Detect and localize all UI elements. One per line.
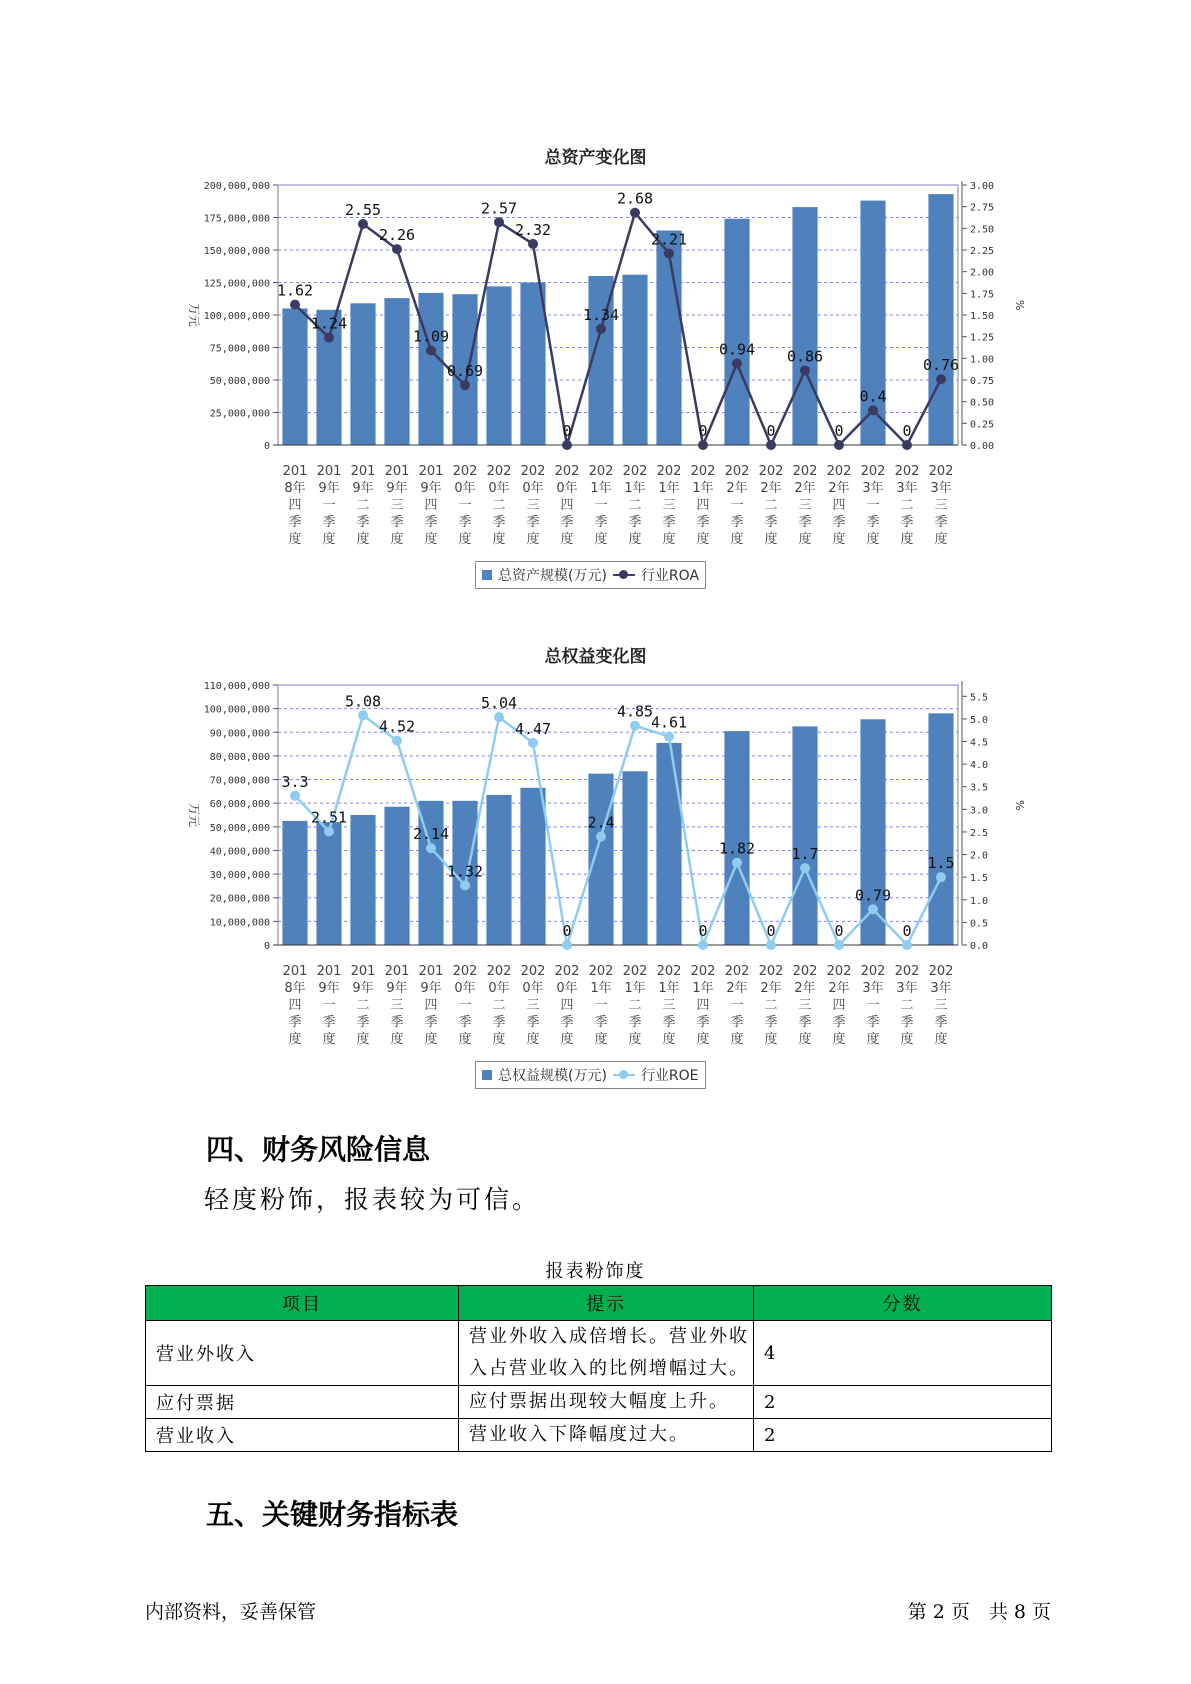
y-tick-label: 50,000,000 bbox=[209, 822, 270, 834]
line-point bbox=[630, 208, 640, 218]
line-point bbox=[698, 940, 708, 950]
bar bbox=[350, 303, 375, 445]
y2-tick-label: 1.0 bbox=[970, 895, 989, 907]
line-point bbox=[766, 940, 776, 950]
y-tick-label: 175,000,000 bbox=[203, 213, 270, 225]
footer-page-number: 第 2 页 共 8 页 bbox=[907, 1601, 1051, 1623]
x-tick-label: 202 3年二季度 bbox=[894, 964, 920, 1047]
bar bbox=[724, 731, 749, 945]
y-tick-label: 25,000,000 bbox=[209, 408, 270, 420]
data-label: 2.21 bbox=[650, 230, 688, 249]
x-tick-label: 202 1年三季度 bbox=[656, 964, 682, 1047]
chart-legend bbox=[475, 1061, 706, 1089]
x-tick-label: 201 9年一季度 bbox=[316, 964, 342, 1047]
line-point bbox=[834, 440, 844, 450]
y-tick-label: 125,000,000 bbox=[203, 278, 270, 290]
y2-tick-label: 1.50 bbox=[970, 311, 995, 322]
y-tick-label: 90,000,000 bbox=[209, 728, 270, 740]
x-tick-label: 202 1年四季度 bbox=[690, 464, 716, 547]
line-point bbox=[902, 940, 912, 950]
y-tick-label: 150,000,000 bbox=[203, 246, 270, 257]
risk-summary: 轻度粉饰，报表较为可信。 bbox=[204, 1185, 541, 1214]
bar bbox=[350, 815, 375, 945]
y-tick-label: 0 bbox=[263, 941, 270, 952]
bar bbox=[384, 298, 409, 445]
y-axis-label: 万元 bbox=[187, 802, 201, 828]
legend-label: 行业ROE bbox=[640, 1068, 699, 1084]
y2-axis-label: % bbox=[1013, 800, 1026, 811]
line-point bbox=[732, 359, 742, 369]
bar bbox=[520, 788, 545, 945]
line-point bbox=[664, 248, 674, 258]
y2-tick-label: 2.0 bbox=[970, 850, 989, 862]
table-row bbox=[146, 1321, 1052, 1386]
y-tick-label: 70,000,000 bbox=[209, 775, 270, 787]
x-tick-label: 201 9年四季度 bbox=[418, 964, 444, 1047]
line-point bbox=[460, 880, 470, 890]
y2-tick-label: 2.00 bbox=[970, 267, 995, 279]
data-label: 4.85 bbox=[616, 702, 654, 721]
line-point bbox=[800, 863, 810, 873]
y2-tick-label: 1.75 bbox=[970, 289, 995, 301]
data-label: 0 bbox=[766, 922, 776, 940]
y2-tick-label: 4.5 bbox=[970, 737, 989, 749]
table-row bbox=[146, 1386, 1052, 1419]
y2-tick-label: 0.00 bbox=[970, 441, 995, 452]
data-label: 1.34 bbox=[582, 305, 620, 324]
data-label: 0.76 bbox=[922, 356, 960, 375]
y2-tick-label: 0.25 bbox=[970, 419, 995, 431]
x-tick-label: 202 0年三季度 bbox=[520, 964, 546, 1047]
bar bbox=[928, 194, 953, 445]
y2-tick-label: 0.50 bbox=[970, 397, 995, 409]
table-cell: 营业外收入 bbox=[146, 1321, 459, 1386]
line-point bbox=[290, 791, 300, 801]
line-point bbox=[528, 239, 538, 249]
data-label: 1.5 bbox=[927, 854, 955, 873]
bar-series-swatch bbox=[482, 570, 492, 580]
bar bbox=[384, 807, 409, 945]
table-cell: 2 bbox=[754, 1386, 1052, 1419]
line-point bbox=[800, 365, 810, 375]
x-tick-label: 202 2年一季度 bbox=[724, 464, 750, 547]
x-tick-label: 202 2年四季度 bbox=[826, 464, 852, 547]
section-heading: 五、关键财务指标表 bbox=[206, 1498, 459, 1531]
bar bbox=[418, 293, 443, 445]
line-point bbox=[936, 374, 946, 384]
y2-tick-label: 5.5 bbox=[970, 692, 989, 704]
bar bbox=[282, 309, 307, 446]
x-tick-label: 202 2年一季度 bbox=[724, 964, 750, 1047]
x-tick-label: 202 3年一季度 bbox=[860, 464, 886, 547]
y-tick-label: 200,000,000 bbox=[203, 181, 270, 192]
data-label: 0 bbox=[834, 922, 844, 940]
data-label: 2.51 bbox=[310, 808, 348, 827]
table-cell: 营业收入下降幅度过大。 bbox=[459, 1419, 754, 1452]
x-tick-label: 202 0年四季度 bbox=[554, 464, 580, 547]
data-label: 4.47 bbox=[514, 719, 552, 738]
section-heading: 四、财务风险信息 bbox=[206, 1133, 431, 1166]
bar bbox=[622, 275, 647, 445]
line-point bbox=[834, 940, 844, 950]
x-tick-label: 202 2年二季度 bbox=[758, 964, 784, 1047]
y-tick-label: 50,000,000 bbox=[209, 376, 270, 387]
table-cell: 4 bbox=[754, 1321, 1052, 1386]
x-tick-label: 202 0年二季度 bbox=[486, 964, 512, 1047]
data-label: 0.69 bbox=[446, 362, 484, 381]
x-tick-label: 202 0年四季度 bbox=[554, 964, 580, 1047]
data-label: 2.4 bbox=[587, 813, 615, 832]
table-row bbox=[146, 1419, 1052, 1452]
line-point bbox=[630, 721, 640, 731]
x-tick-label: 202 1年二季度 bbox=[622, 464, 648, 547]
total-assets-chart bbox=[0, 175, 1191, 595]
x-tick-label: 201 8年四季度 bbox=[282, 464, 308, 547]
x-tick-label: 202 2年二季度 bbox=[758, 464, 784, 547]
y2-tick-label: 0.5 bbox=[970, 918, 989, 930]
x-tick-label: 202 1年三季度 bbox=[656, 464, 682, 547]
y2-tick-label: 1.25 bbox=[970, 332, 995, 344]
table-caption: 报表粉饰度 bbox=[545, 1261, 646, 1282]
x-tick-label: 202 0年一季度 bbox=[452, 464, 478, 547]
x-tick-label: 202 2年三季度 bbox=[792, 464, 818, 547]
data-label: 5.04 bbox=[480, 694, 518, 713]
column-header: 项目 bbox=[146, 1286, 459, 1321]
x-tick-label: 202 1年四季度 bbox=[690, 964, 716, 1047]
data-label: 1.24 bbox=[310, 314, 348, 333]
x-tick-label: 202 1年一季度 bbox=[588, 964, 614, 1047]
data-label: 4.52 bbox=[378, 717, 416, 736]
data-label: 1.7 bbox=[791, 845, 819, 864]
y-tick-label: 10,000,000 bbox=[209, 917, 270, 929]
bar bbox=[282, 821, 307, 945]
line-point bbox=[902, 440, 912, 450]
x-tick-label: 202 2年四季度 bbox=[826, 964, 852, 1047]
y2-tick-label: 5.0 bbox=[970, 714, 989, 726]
line-point bbox=[324, 827, 334, 837]
y2-tick-label: 2.25 bbox=[970, 246, 995, 257]
y2-tick-label: 0.0 bbox=[970, 941, 989, 952]
x-tick-label: 202 3年一季度 bbox=[860, 964, 886, 1047]
bar bbox=[724, 219, 749, 445]
line-series-swatch bbox=[613, 570, 635, 580]
y-axis-label: 万元 bbox=[187, 302, 201, 328]
data-label: 0 bbox=[902, 922, 912, 940]
y-tick-label: 110,000,000 bbox=[203, 681, 270, 692]
bar bbox=[792, 726, 817, 945]
data-label: 0 bbox=[698, 922, 708, 940]
data-label: 0 bbox=[562, 922, 572, 940]
line-point bbox=[290, 300, 300, 310]
chart-title: 总资产变化图 bbox=[544, 148, 647, 168]
data-label: 0.86 bbox=[786, 347, 824, 366]
bar bbox=[656, 231, 681, 446]
line-point bbox=[460, 380, 470, 390]
bar bbox=[316, 822, 341, 945]
data-label: 2.57 bbox=[480, 199, 518, 218]
footer-confidential: 内部资料，妥善保管 bbox=[145, 1601, 317, 1623]
line-point bbox=[596, 831, 606, 841]
x-tick-label: 202 3年二季度 bbox=[894, 464, 920, 547]
data-label: 0 bbox=[766, 422, 776, 440]
data-label: 0 bbox=[834, 422, 844, 440]
legend-label: 总权益规模(万元) bbox=[498, 1068, 607, 1084]
y2-axis-label: % bbox=[1013, 300, 1026, 311]
bar bbox=[928, 713, 953, 945]
line-point bbox=[698, 440, 708, 450]
bar bbox=[792, 207, 817, 445]
line-point bbox=[936, 872, 946, 882]
data-label: 0 bbox=[698, 422, 708, 440]
data-label: 0 bbox=[902, 422, 912, 440]
table-cell: 2 bbox=[754, 1419, 1052, 1452]
x-tick-label: 201 8年四季度 bbox=[282, 964, 308, 1047]
data-label: 1.09 bbox=[412, 327, 450, 346]
x-tick-label: 202 0年三季度 bbox=[520, 464, 546, 547]
line-point bbox=[562, 940, 572, 950]
chart-title: 总权益变化图 bbox=[544, 647, 647, 667]
line-point bbox=[664, 732, 674, 742]
line-point bbox=[562, 440, 572, 450]
line-point bbox=[426, 843, 436, 853]
table-header-row bbox=[146, 1286, 1052, 1321]
data-label: 1.32 bbox=[446, 862, 484, 881]
y-tick-label: 100,000,000 bbox=[203, 311, 270, 322]
y-tick-label: 60,000,000 bbox=[209, 799, 270, 811]
y-tick-label: 75,000,000 bbox=[209, 343, 270, 355]
line-point bbox=[494, 712, 504, 722]
line-point bbox=[868, 405, 878, 415]
legend-label: 行业ROA bbox=[640, 568, 700, 584]
x-tick-label: 201 9年三季度 bbox=[384, 464, 410, 547]
bar bbox=[622, 771, 647, 945]
line-point bbox=[766, 440, 776, 450]
data-label: 0.79 bbox=[854, 886, 892, 905]
y2-tick-label: 2.5 bbox=[970, 827, 989, 839]
y-tick-label: 0 bbox=[263, 441, 270, 452]
line-point bbox=[392, 244, 402, 254]
line-point bbox=[596, 324, 606, 334]
x-tick-label: 202 0年一季度 bbox=[452, 964, 478, 1047]
y2-tick-label: 4.0 bbox=[970, 760, 989, 772]
line-series-swatch bbox=[613, 1070, 635, 1080]
y2-tick-label: 3.5 bbox=[970, 782, 989, 794]
data-label: 5.08 bbox=[344, 692, 382, 711]
line-point bbox=[868, 904, 878, 914]
data-label: 4.61 bbox=[650, 713, 688, 732]
bar bbox=[486, 286, 511, 445]
data-label: 2.32 bbox=[514, 220, 552, 239]
line-point bbox=[426, 346, 436, 356]
data-label: 3.3 bbox=[281, 772, 309, 791]
data-label: 2.68 bbox=[616, 189, 654, 208]
column-header: 提示 bbox=[459, 1286, 754, 1321]
x-tick-label: 202 2年三季度 bbox=[792, 964, 818, 1047]
y-tick-label: 40,000,000 bbox=[209, 846, 270, 858]
x-tick-label: 201 9年二季度 bbox=[350, 964, 376, 1047]
data-label: 2.14 bbox=[412, 825, 450, 844]
data-label: 1.62 bbox=[276, 281, 314, 300]
y2-tick-label: 3.0 bbox=[970, 805, 989, 817]
data-label: 0.94 bbox=[718, 340, 756, 359]
chart-legend bbox=[475, 561, 706, 589]
line-point bbox=[392, 736, 402, 746]
y2-tick-label: 0.75 bbox=[970, 376, 995, 387]
data-label: 2.55 bbox=[344, 201, 382, 219]
y2-tick-label: 1.5 bbox=[970, 873, 989, 885]
risk-table bbox=[145, 1285, 1052, 1452]
x-tick-label: 201 9年一季度 bbox=[316, 464, 342, 547]
x-tick-label: 201 9年二季度 bbox=[350, 464, 376, 547]
x-tick-label: 201 9年四季度 bbox=[418, 464, 444, 547]
y2-tick-label: 2.75 bbox=[970, 202, 995, 214]
x-tick-label: 202 1年二季度 bbox=[622, 964, 648, 1047]
y-tick-label: 30,000,000 bbox=[209, 870, 270, 882]
y2-tick-label: 2.50 bbox=[970, 224, 995, 236]
x-tick-label: 201 9年三季度 bbox=[384, 964, 410, 1047]
line-point bbox=[324, 333, 334, 343]
x-tick-label: 202 3年三季度 bbox=[928, 464, 954, 547]
bar bbox=[520, 283, 545, 446]
line-point bbox=[494, 217, 504, 227]
y2-tick-label: 3.00 bbox=[970, 181, 995, 192]
table-cell: 营业收入 bbox=[146, 1419, 459, 1452]
y2-tick-label: 1.00 bbox=[970, 354, 995, 366]
y-tick-label: 80,000,000 bbox=[209, 751, 270, 763]
table-cell: 应付票据出现较大幅度上升。 bbox=[459, 1386, 754, 1419]
bar bbox=[656, 743, 681, 945]
x-tick-label: 202 1年一季度 bbox=[588, 464, 614, 547]
bar-series-swatch bbox=[482, 1070, 492, 1080]
line-point bbox=[358, 710, 368, 720]
data-label: 2.26 bbox=[378, 226, 416, 245]
y-tick-label: 100,000,000 bbox=[203, 704, 270, 716]
table-cell: 营业外收入成倍增长。营业外收入占营业收入的比例增幅过大。 bbox=[459, 1321, 754, 1386]
data-label: 0.4 bbox=[859, 387, 887, 406]
bar bbox=[486, 795, 511, 945]
line-point bbox=[732, 858, 742, 868]
line-point bbox=[528, 738, 538, 748]
total-equity-chart bbox=[0, 675, 1191, 1095]
x-tick-label: 202 0年二季度 bbox=[486, 464, 512, 547]
table-cell: 应付票据 bbox=[146, 1386, 459, 1419]
line-point bbox=[358, 219, 368, 229]
data-label: 1.82 bbox=[718, 839, 756, 858]
y-tick-label: 20,000,000 bbox=[209, 893, 270, 905]
data-label: 0 bbox=[562, 422, 572, 440]
x-tick-label: 202 3年三季度 bbox=[928, 964, 954, 1047]
bar bbox=[588, 774, 613, 945]
column-header: 分数 bbox=[754, 1286, 1052, 1321]
legend-label: 总资产规模(万元) bbox=[498, 568, 607, 584]
